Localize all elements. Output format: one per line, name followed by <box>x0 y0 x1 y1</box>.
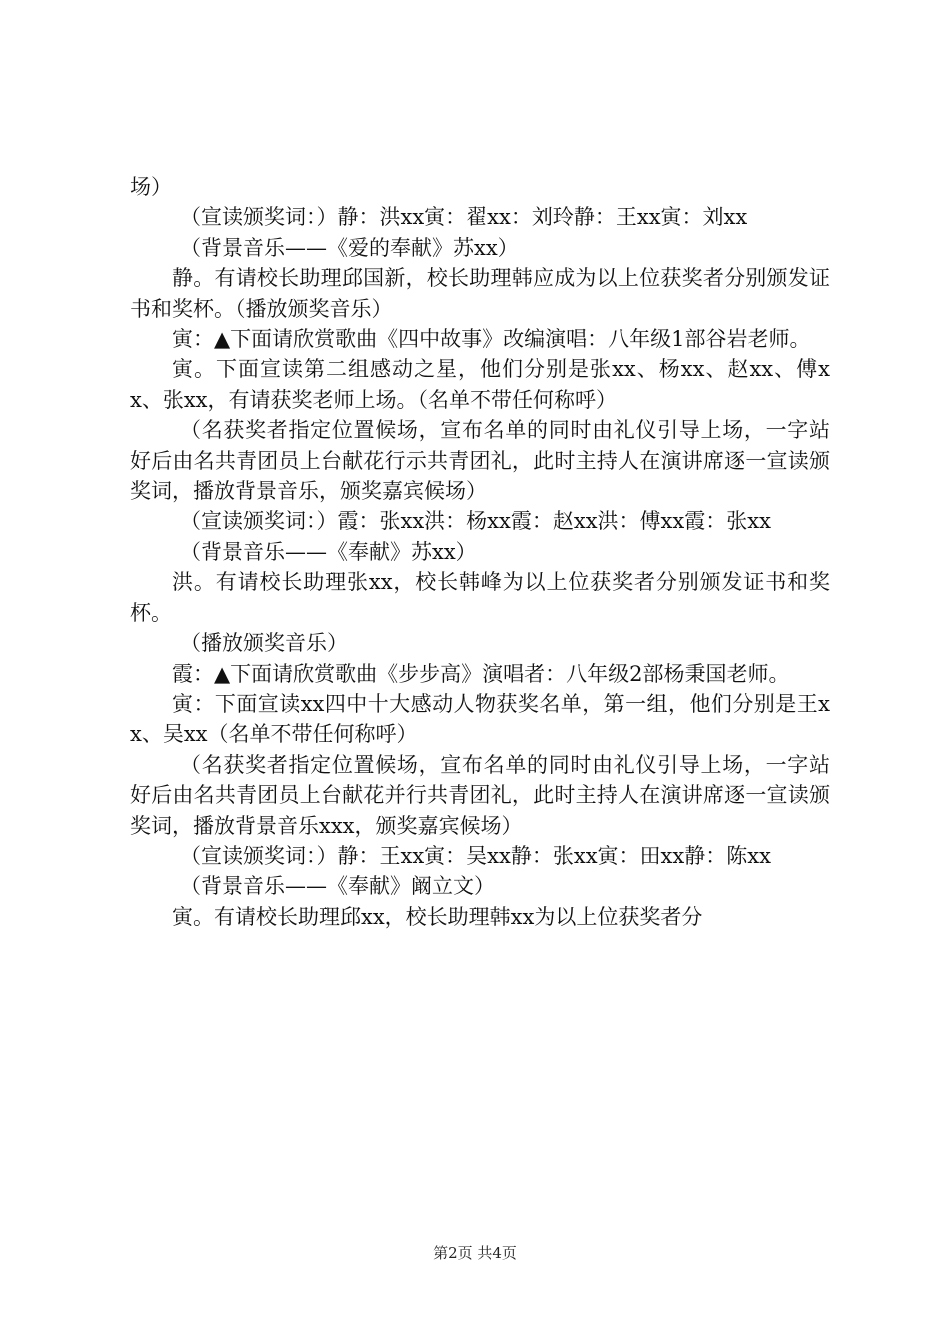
paragraph: 洪。有请校长助理张xx，校长韩峰为以上位获奖者分别颁发证书和奖杯。 <box>130 570 830 625</box>
paragraph: （播放颁奖音乐） <box>180 631 348 656</box>
paragraph: 场） <box>130 175 172 199</box>
paragraph: 寅。有请校长助理邱xx，校长助理韩xx为以上位获奖者分 <box>172 904 703 929</box>
paragraph: （名获奖者指定位置候场，宣布名单的同时由礼仪引导上场，一字站好后由名共青团员上台献花并行共青团礼，此时主持人在演讲席逐一宣读颁奖词，播放背景音乐xxx，颁奖嘉宾候场） <box>130 752 830 838</box>
paragraph: 霞：▲下面请欣赏歌曲《步步高》演唱者：八年级2部杨秉国老师。 <box>172 661 790 686</box>
paragraph: （名获奖者指定位置候场，宣布名单的同时由礼仪引导上场，一字站好后由名共青团员上台献花行示共青团礼，此时主持人在演讲席逐一宣读颁奖词，播放背景音乐，颁奖嘉宾候场） <box>130 418 830 504</box>
paragraph: （背景音乐——《奉献》苏xx） <box>180 539 477 564</box>
document-body <box>130 172 830 932</box>
paragraph: 寅：▲下面请欣赏歌曲《四中故事》改编演唱：八年级1部谷岩老师。 <box>172 327 811 352</box>
paragraph: （宣读颁奖词：）霞：张xx洪：杨xx霞：赵xx洪：傅xx霞：张xx <box>180 509 771 534</box>
paragraph: 寅：下面宣读xx四中十大感动人物获奖名单，第一组，他们分别是王xx、吴xx（名单不带任何称呼） <box>130 691 830 747</box>
paragraph: 寅。下面宣读第二组感动之星，他们分别是张xx、杨xx、赵xx、傅xx、张xx，有请获奖老师上场。（名单不带任何称呼） <box>130 357 830 412</box>
paragraph: （背景音乐——《爱的奉献》苏xx） <box>180 235 519 260</box>
paragraph: （宣读颁奖词：）静：洪xx寅：翟xx：刘玲静：王xx寅：刘xx <box>180 205 748 230</box>
paragraph: （背景音乐——《奉献》阚立文） <box>180 874 495 899</box>
page-number-footer: 第2页 共4页 <box>433 1244 517 1262</box>
paragraph: 静。有请校长助理邱国新，校长助理韩应成为以上位获奖者分别颁发证书和奖杯。（播放颁奖音乐） <box>130 266 830 321</box>
paragraph: （宣读颁奖词：）静：王xx寅：吴xx静：张xx寅：田xx静：陈xx <box>180 843 771 868</box>
